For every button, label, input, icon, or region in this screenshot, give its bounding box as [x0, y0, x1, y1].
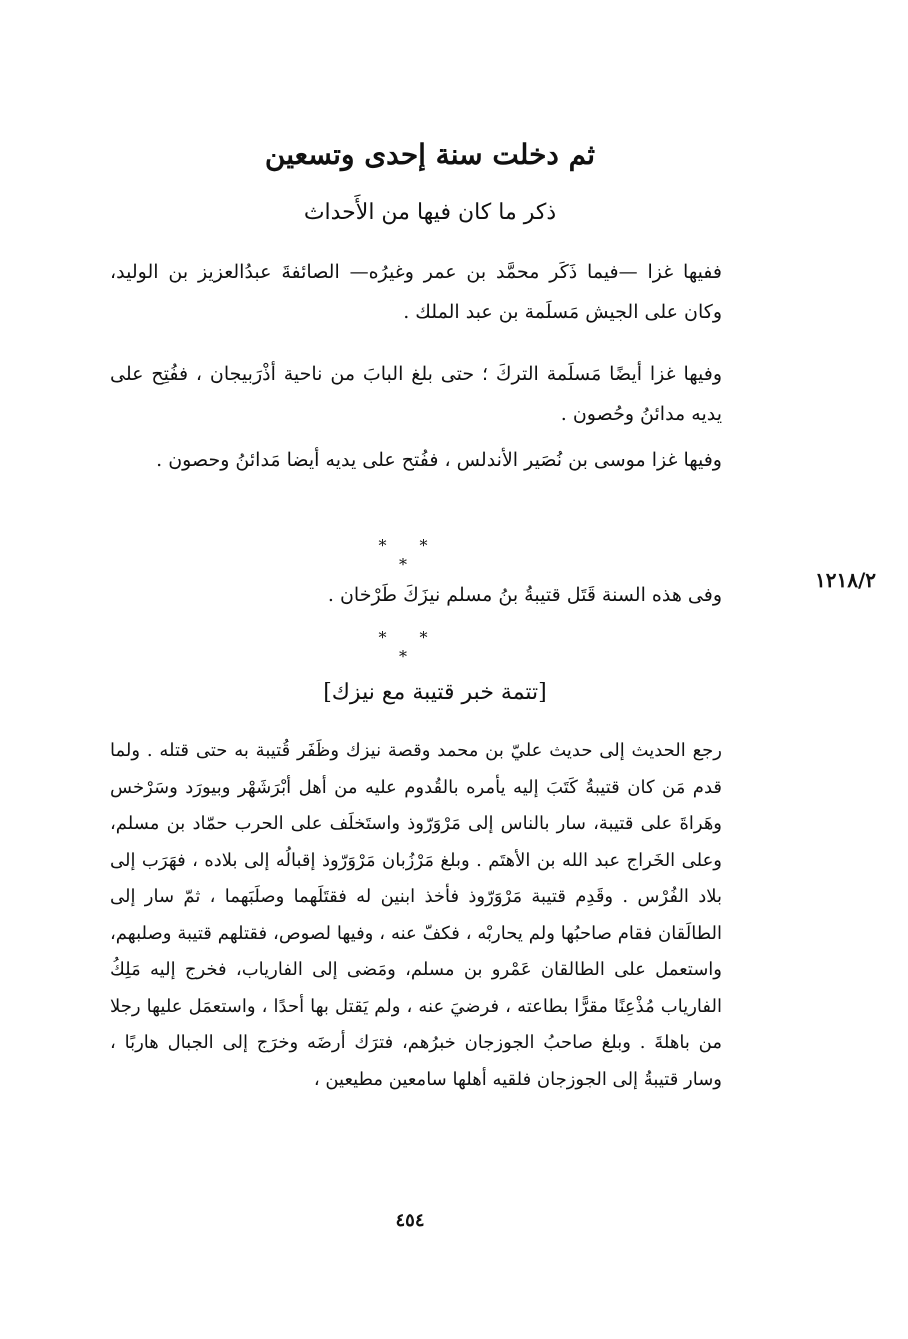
margin-reference-number: ١٢١٨/٢: [814, 568, 876, 592]
dated-entry-line: وفى هذه السنة قَتَل قتيبةُ بنُ مسلم نيزَكَ طَرْخان .: [327, 584, 722, 606]
bracketed-section-title: [تتمة خبر قتيبة مع نيزك]: [323, 680, 547, 705]
page-number: ٤٥٤: [395, 1210, 425, 1231]
paragraph-3: وفيها غزا موسى بن نُصَير الأندلس ، ففُتح على يديه أيضا مَدائنُ وحصون .: [156, 449, 722, 471]
paragraph-2: وفيها غزا أيضًا مَسلَمة التركَ ؛ حتى بلغ البابَ من ناحية أذْرَبيجان ، ففُتِح على يديه مدائنُ وحُصون .: [110, 363, 722, 425]
chapter-heading: ثم دخلت سنة إحدى وتسعين: [264, 138, 596, 171]
section-subheading: ذكر ما كان فيها من الأَحداث: [303, 200, 557, 225]
paragraph-1: ففيها غزا —فيما ذَكَر محمَّد بن عمر وغيرُه— الصائفةَ عبدُالعزيز بن الوليد، وكان على الجيش مَسلَمة بن عبد الملك .: [110, 261, 722, 323]
main-body-text: رجع الحديث إلى حديث عليّ بن محمد وقصة نيزك وظَفَر قُتيبة به حتى قتله . ولما قدم مَن كان قتيبةُ كَتَبَ إليه يأمره بالقُدوم عليه من أهل أبْرَشَهْر وبيورَد وسَرْخس وهَراةَ على قتيبة، سار بالناس إلى مَرْوَرّوذ واستَخلَف على الحرب حمّاد بن مسلم، وعلى الخَراج عبد الله بن الأهتَم . وبلغ مَرْزُبان مَرْوَرّوذ إقبالُه إلى بلاده ، فهَرَب إلى بلاد الفُرْس . وقَدِم قتيبة مَرْوَرّوذ فأخذ ابنين له فقتَلَهما وصلَبَهما ، ثمّ سار إلى الطالَقان فقام صاحبُها ولم يحاربْه ، فكفّ عنه ، وفيها لصوص، فقتلهم قتيبة وصلبهم، واستعمل على الطالقان عَمْرو بن مسلم، ومَضى إلى الفارياب، فخرج إليه مَلِكُ الفارياب مُذْعِنًا مقرًّا بطاعته ، فرضيَ عنه ، ولم يَقتل بها أحدًا ، واستعمَل عليها رجلا من باهلةَ . وبلغ صاحبُ الجوزجان خبرُهم، فترَك أرضَه وخرَج إلى الجبال هاربًا ، وسار قتيبةُ إلى الجوزجان فلقيه أهلها سامعين مطيعين ،: [110, 740, 722, 1090]
section-divider-stars: * * *: [378, 628, 442, 666]
section-divider-stars: * * *: [378, 536, 442, 574]
